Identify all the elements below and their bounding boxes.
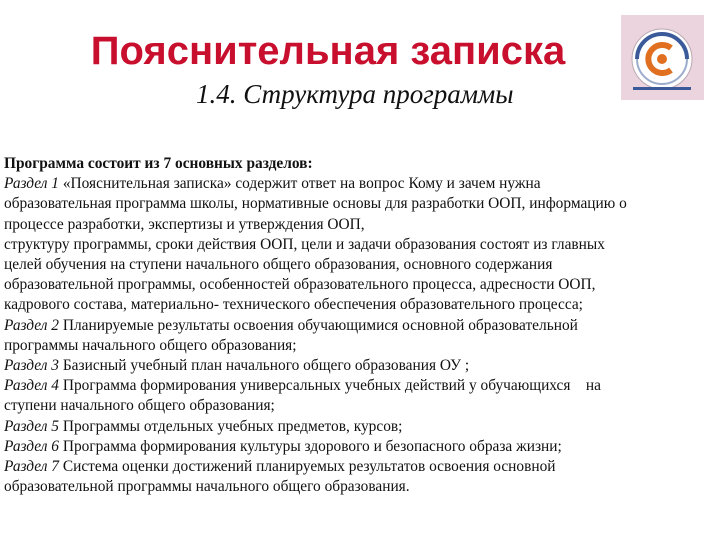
section-4-text: Программа формирования универсальных учебных действий у обучающихся на bbox=[59, 377, 601, 395]
section-1-label: Раздел 1 bbox=[4, 175, 59, 193]
section-6-line bbox=[4, 437, 710, 457]
text-line: образовательная программа школы, нормативные основы для разработки ООП, информацию о bbox=[4, 195, 627, 213]
section-6-text: Программа формирования культуры здорового и безопасного образа жизни; bbox=[59, 437, 562, 455]
text-line: структуру программы, сроки действия ООП, цели и задачи образования состоят из главных bbox=[4, 235, 605, 253]
section-1-text: «Пояснительная записка» содержит ответ на вопрос Кому и зачем нужна bbox=[59, 175, 541, 193]
text-line: образовательной программы начального общего образования. bbox=[4, 478, 410, 496]
section-5-label: Раздел 5 bbox=[4, 417, 59, 435]
text-line: процессе разработки, экспертизы и утверждения ООП, bbox=[4, 215, 365, 233]
section-7-text: Система оценки достижений планируемых результатов освоения основной bbox=[59, 458, 556, 476]
structure-description bbox=[4, 154, 710, 497]
section-4-label: Раздел 4 bbox=[4, 377, 59, 395]
section-3-line bbox=[4, 356, 710, 376]
logo bbox=[621, 15, 704, 100]
text-line: ступени начального общего образования; bbox=[4, 397, 275, 415]
section-7-label: Раздел 7 bbox=[4, 458, 59, 476]
section-7-line bbox=[4, 457, 710, 477]
section-2-line bbox=[4, 316, 710, 336]
page-subtitle: 1.4. Структура программы bbox=[196, 79, 514, 109]
section-2-text: Планируемые результаты освоения обучающимися основной образовательной bbox=[59, 316, 578, 334]
section-5-line bbox=[4, 417, 710, 437]
text-line: кадрового состава, материально- технического обеспечения образовательного процесса; bbox=[4, 296, 583, 314]
text-line: целей обучения на ступени начального общего образования, основного содержания bbox=[4, 256, 553, 274]
section-3-label: Раздел 3 bbox=[4, 357, 59, 375]
intro-line: Программа состоит из 7 основных разделов: bbox=[4, 155, 313, 172]
section-6-label: Раздел 6 bbox=[4, 437, 59, 455]
section-2-label: Раздел 2 bbox=[4, 316, 59, 334]
page-title: Пояснительная записка bbox=[90, 29, 566, 73]
text-line: образовательной программы, особенностей образовательного процесса, адресности ООП, bbox=[4, 276, 596, 294]
logo-base-line bbox=[633, 87, 691, 90]
section-4-line bbox=[4, 376, 710, 396]
section-1-line bbox=[4, 174, 710, 194]
section-5-text: Программы отдельных учебных предметов, курсов; bbox=[59, 417, 403, 435]
text-line: программы начального общего образования; bbox=[4, 336, 297, 354]
copyright-circle-logo-icon bbox=[621, 15, 704, 100]
logo-center-dot bbox=[657, 54, 667, 64]
section-3-text: Базисный учебный план начального общего образования ОУ ; bbox=[59, 357, 470, 375]
